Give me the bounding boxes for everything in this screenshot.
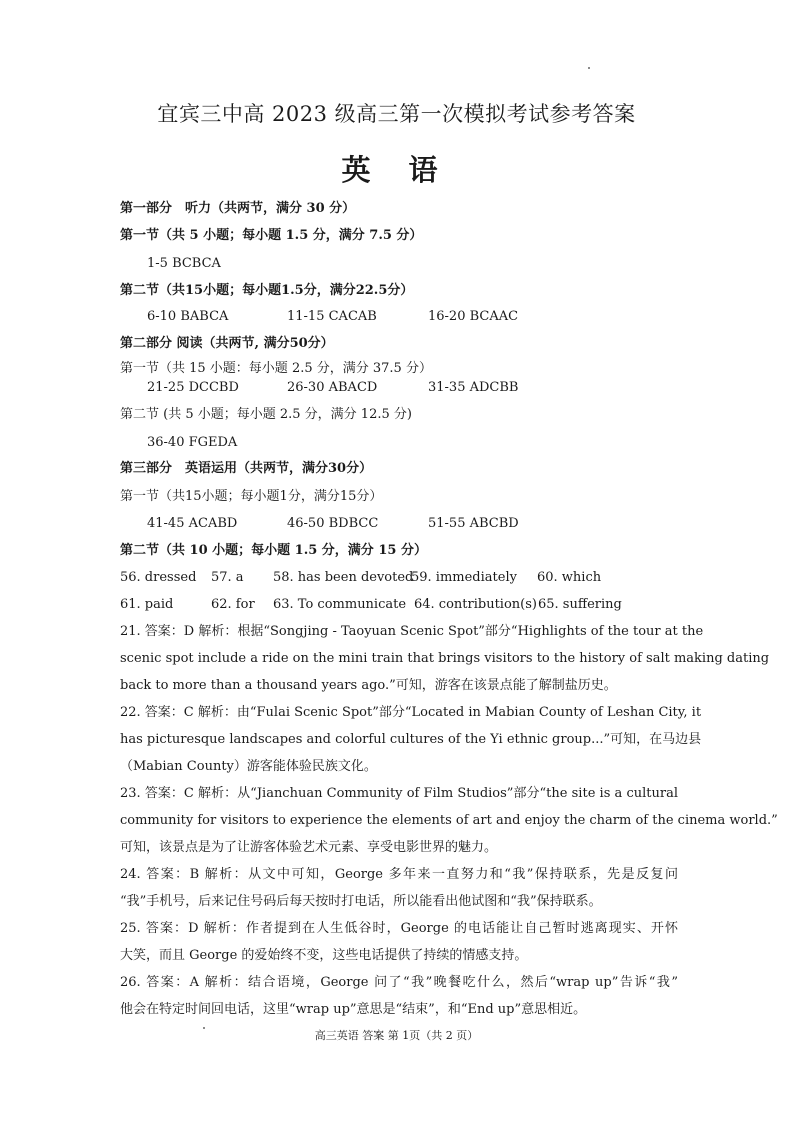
part3-sec2-row2 xyxy=(120,597,680,614)
answer-group: 51-55 ABCBD xyxy=(428,516,519,531)
answer-group: 26-30 ABACD xyxy=(287,380,378,395)
part1-sec2-answers xyxy=(120,309,680,326)
explanation-22 xyxy=(120,699,702,780)
fill-answer: 63. To communicate xyxy=(273,597,407,612)
part2-heading: 第二部分 阅读（共两节, 满分50分） xyxy=(120,336,334,351)
part2-sec1-heading: 第一节（共 15 小题：每小题 2.5 分，满分 37.5 分） xyxy=(120,361,432,376)
part1-sec1-heading: 第一节（共 5 小题；每小题 1.5 分，满分 7.5 分） xyxy=(120,228,423,243)
part1-sec2-heading: 第二节（共15小题；每小题1.5分，满分22.5分） xyxy=(120,283,414,298)
page-footer: 高三英语 答案 第 1页（共 2 页） xyxy=(314,1029,479,1042)
explanation-line: community for visitors to experience the elements of art and enjoy the charm of the cinema world.” xyxy=(120,813,778,828)
explanation-line: back to more than a thousand years ago.”可知，游客在该景点能了解制盐历史。 xyxy=(120,678,617,693)
explanation-line: 大笑，而且 George 的爱始终不变，这些电话提供了持续的情感支持。 xyxy=(120,948,528,963)
explanation-line: 21. 答案：D 解析：根据“Songjing - Taoyuan Scenic Spot”部分“Highlights of the tour at the xyxy=(120,624,704,639)
explanation-line: 24. 答案：B 解析：从文中可知，George 多年来一直努力和“我”保持联系，先是反复问 xyxy=(120,867,678,882)
answer-group: 31-35 ADCBB xyxy=(428,380,519,395)
fill-answer: 64. contribution(s) xyxy=(414,597,537,612)
part1-heading: 第一部分 听力（共两节，满分 30 分） xyxy=(120,201,356,216)
explanation-24 xyxy=(120,861,678,915)
fill-answer: 58. has been devoted xyxy=(273,570,414,585)
explanation-line: 26. 答案：A 解析：结合语境，George 问了“我”晚餐吃什么，然后“wrap up”告诉“我” xyxy=(120,975,678,990)
explanation-line: “我”手机号，后来记住号码后每天按时打电话，所以能看出他试图和“我”保持联系。 xyxy=(120,894,602,909)
fill-answer: 59. immediately xyxy=(411,570,517,585)
part3-sec2-row1 xyxy=(120,570,680,587)
answer-group: 46-50 BDBCC xyxy=(287,516,379,531)
part2-sec2-heading: 第二节 (共 5 小题；每小题 2.5 分，满分 12.5 分) xyxy=(120,407,412,422)
part3-sec2-heading: 第二节（共 10 小题；每小题 1.5 分，满分 15 分） xyxy=(120,543,427,558)
answer-group: 16-20 BCAAC xyxy=(428,309,519,324)
explanation-line: 可知，该景点是为了让游客体验艺术元素、享受电影世界的魅力。 xyxy=(120,840,498,855)
answer-group: 11-15 CACAB xyxy=(287,309,377,324)
explanation-23 xyxy=(120,780,778,861)
explanation-25 xyxy=(120,915,678,969)
explanation-26 xyxy=(120,969,678,1023)
explanation-line: 他会在特定时间回电话，这里“wrap up”意思是“结束”，和“End up”意思相近。 xyxy=(120,1002,587,1017)
explanation-line: scenic spot include a ride on the mini train that brings visitors to the history of salt making dating xyxy=(120,651,770,666)
part2-sec2-answers: 36-40 FGEDA xyxy=(147,435,238,450)
part3-heading: 第三部分 英语运用（共两节，满分30分） xyxy=(120,461,373,476)
scan-dot xyxy=(588,67,590,69)
fill-answer: 62. for xyxy=(211,597,255,612)
explanation-line: has picturesque landscapes and colorful cultures of the Yi ethnic group...”可知，在马边县 xyxy=(120,732,702,747)
fill-answer: 57. a xyxy=(211,570,244,585)
page-title: 宜宾三中高 2023 级高三第一次模拟考试参考答案 xyxy=(157,102,636,126)
answer-group: 21-25 DCCBD xyxy=(147,380,239,395)
part2-sec1-answers xyxy=(120,380,680,397)
subject-title: 英 语 xyxy=(341,153,452,187)
explanation-line: 23. 答案：C 解析：从“Jianchuan Community of Film Studios”部分“the site is a cultural xyxy=(120,786,678,801)
part3-sec1-answers xyxy=(120,516,680,533)
answer-group: 41-45 ACABD xyxy=(147,516,238,531)
fill-answer: 60. which xyxy=(537,570,602,585)
part1-sec1-answers: 1-5 BCBCA xyxy=(147,256,221,271)
fill-answer: 56. dressed xyxy=(120,570,197,585)
explanation-line: 25. 答案：D 解析：作者提到在人生低谷时，George 的电话能让自己暂时逃离现实、开怀 xyxy=(120,921,678,936)
fill-answer: 61. paid xyxy=(120,597,174,612)
part3-sec1-heading: 第一节（共15小题；每小题1分，满分15分） xyxy=(120,489,383,504)
explanation-line: （Mabian County）游客能体验民族文化。 xyxy=(120,759,377,774)
answer-group: 6-10 BABCA xyxy=(147,309,229,324)
explanation-line: 22. 答案：C 解析：由“Fulai Scenic Spot”部分“Located in Mabian County of Leshan City, it xyxy=(120,705,702,720)
fill-answer: 65. suffering xyxy=(538,597,622,612)
explanation-21 xyxy=(120,618,770,699)
